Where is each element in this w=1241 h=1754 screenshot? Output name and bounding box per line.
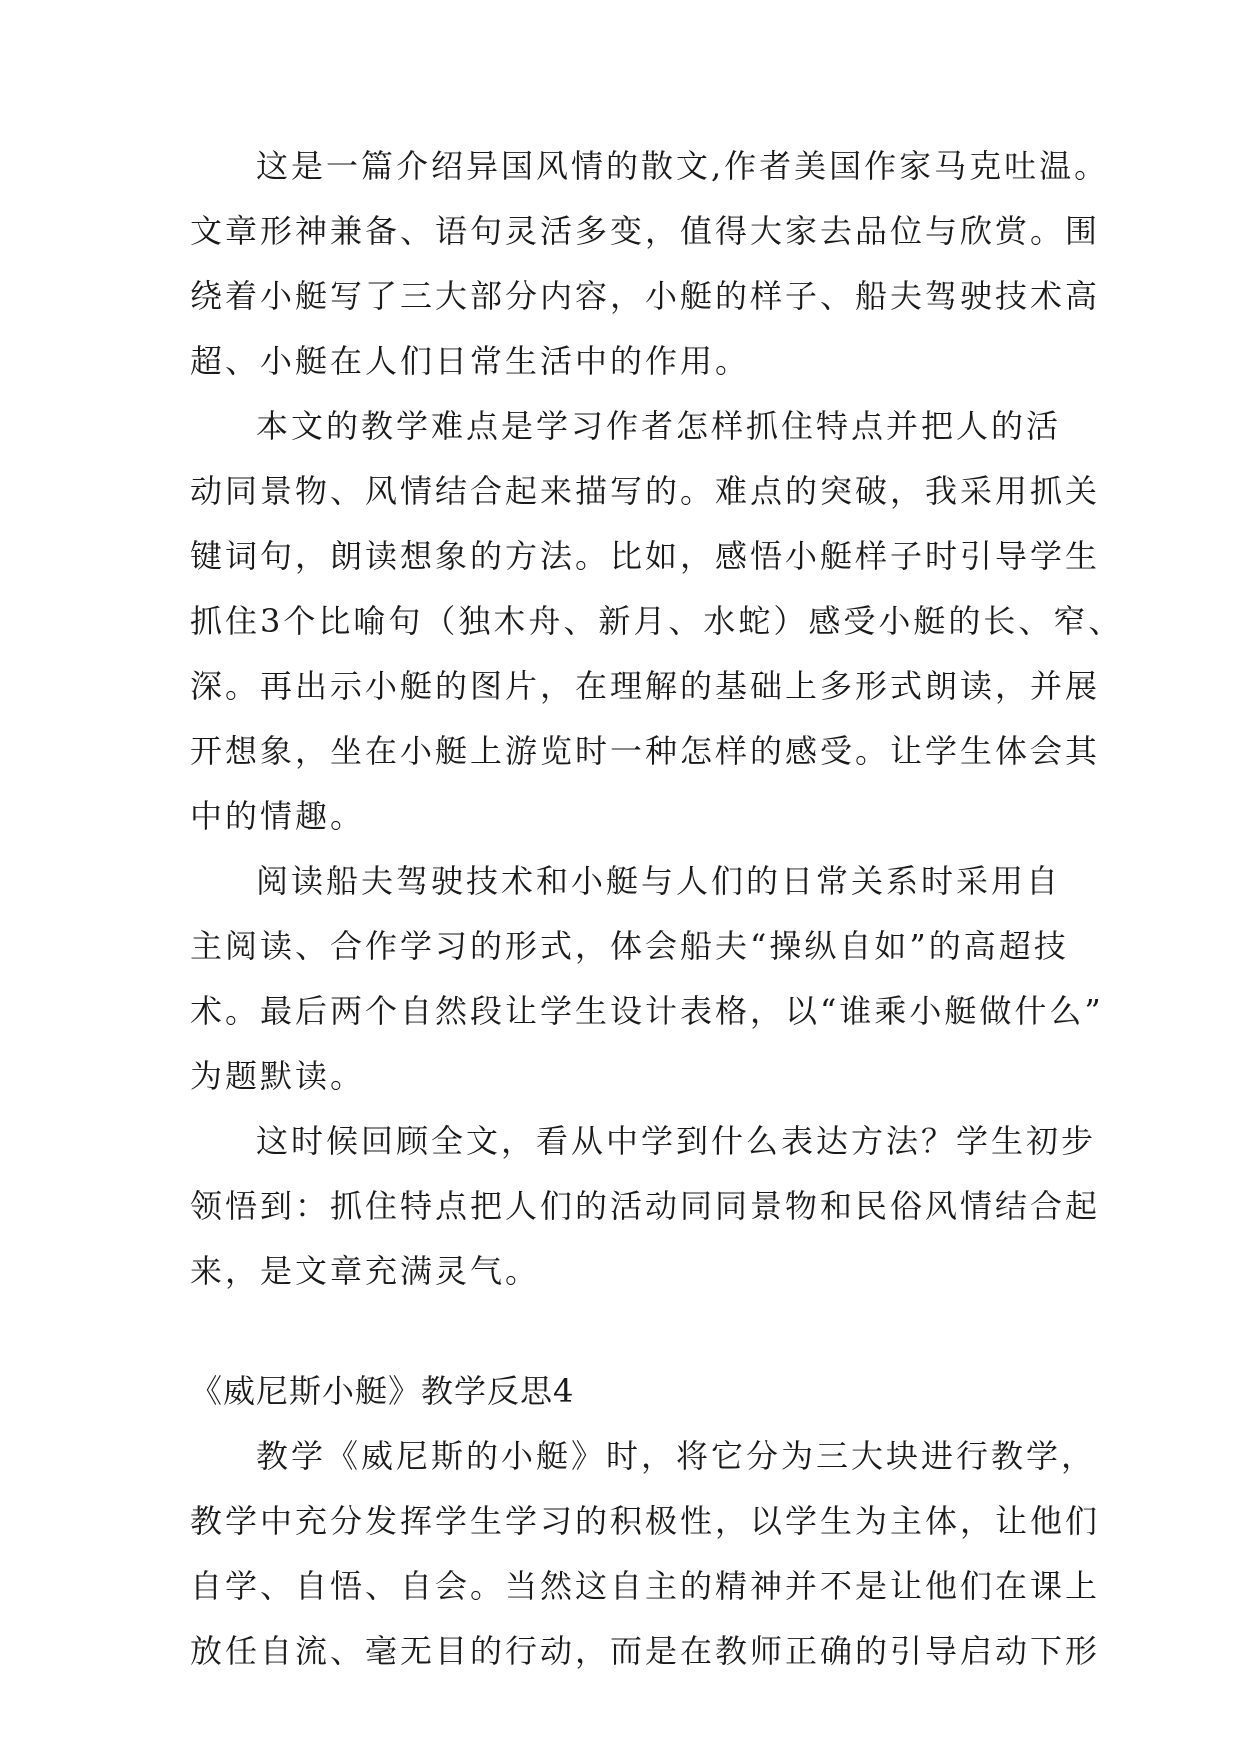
section-heading: 《威尼斯小艇》教学反思4 <box>190 1372 575 1410</box>
paragraph-4-line-2: 领悟到：抓住特点把人们的活动同同景物和民俗风情结合起 <box>190 1187 1101 1225</box>
paragraph-1-line-4: 超、小艇在人们日常生活中的作用。 <box>190 342 751 380</box>
paragraph-2-line-4: 抓住3个比喻句（独木舟、新月、水蛇）感受小艇的长、窄、 <box>190 602 1124 640</box>
paragraph-1-line-1: 这是一篇介绍异国风情的散文,作者美国作家马克吐温。 <box>256 147 1110 185</box>
paragraph-3-line-2: 主阅读、合作学习的形式，体会船夫“操纵自如”的高超技 <box>190 927 1069 965</box>
paragraph-2-line-1: 本文的教学难点是学习作者怎样抓住特点并把人的活 <box>256 407 1062 445</box>
paragraph-2-line-5: 深。再出示小艇的图片，在理解的基础上多形式朗读，并展 <box>190 667 1101 705</box>
paragraph-1-line-3: 绕着小艇写了三大部分内容，小艇的样子、船夫驾驶技术高 <box>190 277 1101 315</box>
paragraph-5-line-2: 教学中充分发挥学生学习的积极性，以学生为主体，让他们 <box>190 1502 1101 1540</box>
paragraph-2-line-2: 动同景物、风情结合起来描写的。难点的突破，我采用抓关 <box>190 472 1101 510</box>
paragraph-5-line-1: 教学《威尼斯的小艇》时，将它分为三大块进行教学， <box>256 1437 1097 1475</box>
paragraph-2-line-3: 键词句，朗读想象的方法。比如，感悟小艇样子时引导学生 <box>190 537 1101 575</box>
paragraph-2-line-7: 中的情趣。 <box>190 797 366 835</box>
paragraph-4-line-3: 来，是文章充满灵气。 <box>190 1252 541 1290</box>
paragraph-2-line-6: 开想象，坐在小艇上游览时一种怎样的感受。让学生体会其 <box>190 732 1101 770</box>
paragraph-5-line-4: 放任自流、毫无目的行动，而是在教师正确的引导启动下形 <box>190 1632 1101 1670</box>
paragraph-1-line-2: 文章形神兼备、语句灵活多变，值得大家去品位与欣赏。围 <box>190 212 1101 250</box>
paragraph-5-line-3: 自学、自悟、自会。当然这自主的精神并不是让他们在课上 <box>190 1567 1101 1605</box>
paragraph-4-line-1: 这时候回顾全文，看从中学到什么表达方法？学生初步 <box>256 1122 1097 1160</box>
paragraph-3-line-3: 术。最后两个自然段让学生设计表格，以“谁乘小艇做什么” <box>190 992 1104 1030</box>
paragraph-3-line-1: 阅读船夫驾驶技术和小艇与人们的日常关系时采用自 <box>256 862 1062 900</box>
paragraph-3-line-4: 为题默读。 <box>190 1057 366 1095</box>
